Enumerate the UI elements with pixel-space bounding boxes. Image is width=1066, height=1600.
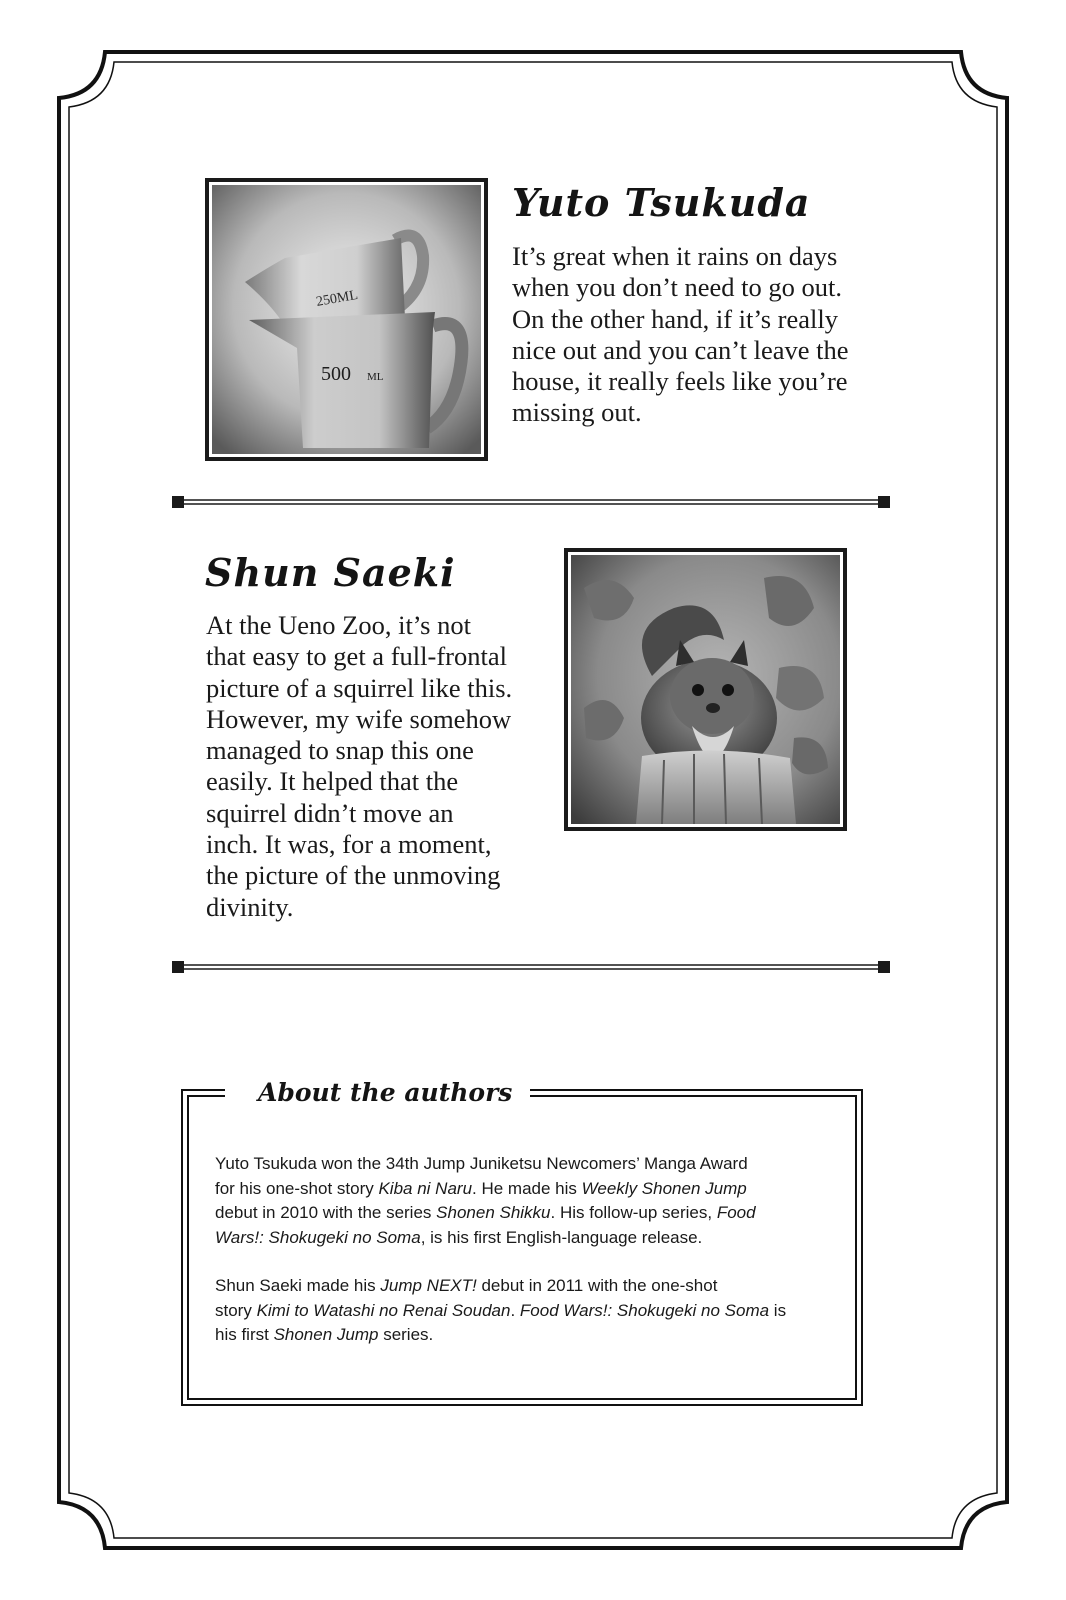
about-line (215, 1274, 786, 1299)
comment-line: missing out. (512, 397, 642, 428)
about-paragraph-yuto (215, 1152, 756, 1250)
author-comment-yuto-tsukuda (512, 241, 849, 429)
comment-line: that easy to get a full-frontal (206, 641, 507, 672)
about-text-run: . (510, 1300, 520, 1320)
about-text-run: is (769, 1300, 787, 1320)
about-text-run: . His follow-up series, (550, 1203, 717, 1222)
about-text-run: , is his first English-language release. (420, 1227, 703, 1247)
cup-label-ml: ML (367, 371, 384, 383)
author-comment-shun-saeki (206, 610, 512, 923)
about-line (215, 1152, 756, 1177)
cup-label-500: 500 (321, 363, 351, 385)
about-line (215, 1299, 786, 1324)
about-paragraph-shun (215, 1274, 786, 1348)
about-text-run: Yuto Tsukuda won the 34th Jump Juniketsu Newcomers’ Manga Award (215, 1154, 748, 1173)
comment-line: when you don’t need to go out. (512, 272, 842, 303)
about-line (215, 1201, 756, 1226)
about-title-run: Shonen Jump (273, 1325, 379, 1344)
measuring-cups-photo (205, 178, 488, 461)
comment-line: On the other hand, if it’s really (512, 303, 839, 334)
author-name-shun-saeki: Shun Saeki (205, 550, 456, 595)
about-authors-title: About the authors (258, 1078, 513, 1107)
about-line (215, 1177, 756, 1202)
comment-line: house, it really feels like you’re (512, 366, 848, 397)
section-divider-2 (172, 960, 890, 974)
about-text-run: . He made his (472, 1178, 582, 1198)
about-text-run: story (215, 1300, 257, 1320)
squirrel-photo (564, 548, 847, 831)
cup-label-250ml: 250ML (315, 287, 360, 310)
comment-line: the picture of the unmoving (206, 860, 501, 891)
comment-line: squirrel didn’t move an (206, 797, 454, 828)
comment-line: easily. It helped that the (206, 766, 459, 797)
about-text-run: Shun Saeki made his (215, 1276, 381, 1295)
about-title-run: Kimi to Watashi no Renai Soudan (256, 1300, 511, 1320)
about-title-run: Weekly Shonen Jump (581, 1178, 747, 1198)
comment-line: At the Ueno Zoo, it’s not (206, 610, 471, 640)
about-title-run: Food Wars!: Shokugeki no Soma (519, 1300, 770, 1320)
about-title-run: Jump NEXT! (380, 1276, 477, 1295)
about-line (215, 1226, 756, 1251)
about-text-run: series. (378, 1325, 434, 1344)
about-title-run: Kiba ni Naru (378, 1178, 473, 1198)
comment-line: divinity. (206, 891, 294, 922)
comment-line: It’s great when it rains on days (512, 241, 838, 271)
about-text-run: for his one-shot story (215, 1178, 379, 1198)
about-text-run: his first (215, 1325, 274, 1344)
about-title-run: Wars!: Shokugeki no Soma (215, 1227, 421, 1247)
about-title-run: Shonen Shikku (436, 1203, 551, 1222)
comment-line: managed to snap this one (206, 735, 474, 766)
author-name-yuto-tsukuda: Yuto Tsukuda (512, 180, 811, 225)
about-text-run: debut in 2010 with the series (215, 1203, 437, 1222)
comment-line: picture of a squirrel like this. (206, 672, 513, 703)
comment-line: inch. It was, for a moment, (206, 829, 492, 860)
section-divider-1 (172, 495, 890, 509)
about-text-run: debut in 2011 with the one-shot (476, 1276, 718, 1295)
comment-line: nice out and you can’t leave the (512, 334, 849, 365)
comment-line: However, my wife somehow (206, 703, 512, 734)
about-title-run: Food (716, 1203, 756, 1222)
about-line (215, 1323, 786, 1348)
